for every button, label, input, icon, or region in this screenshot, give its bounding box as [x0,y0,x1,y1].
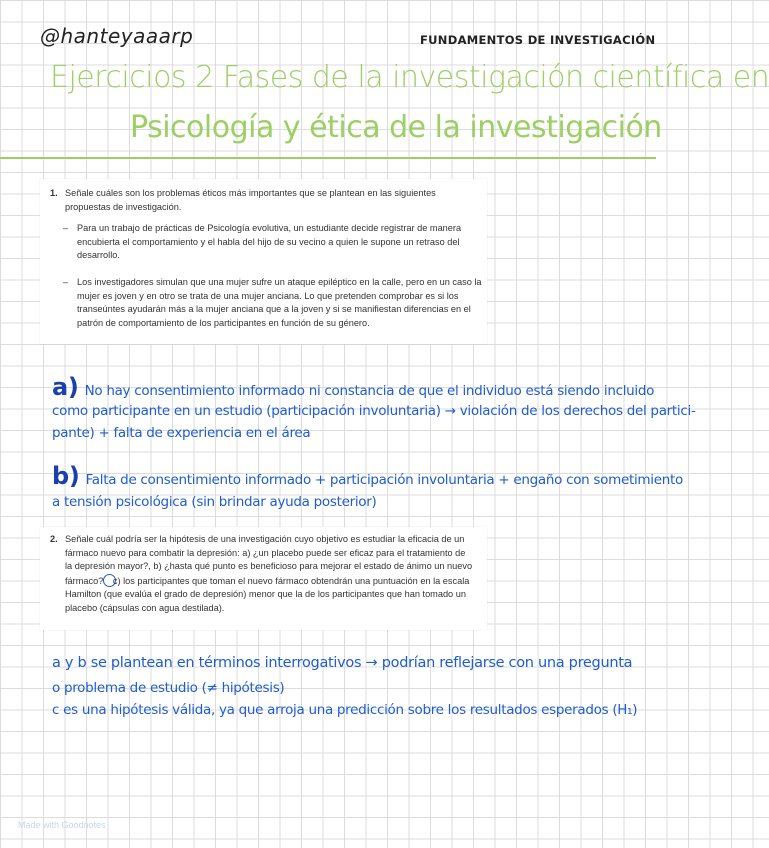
answer-1a-label: a) [52,373,79,401]
question-2-circled-label: c) [112,575,121,586]
page-title-line-2: Psicología y ética de la investigación [130,110,662,145]
question-1-bullet [65,276,495,330]
question-2-text-part: los participantes que toman el nuevo fármaco obtendrán una puntuación en la escala Hamilton (que evalúa el grado de depresión) menor que la de los participantes que han tomado un placebo (cápsulas con agua destilada). [65,575,470,613]
question-2-number: 2. [50,534,58,544]
answer-2-line: o problema de estudio (≠ hipótesis) [52,680,285,696]
page-title-line-1: Ejercicios 2 Fases de la investigación científica en [50,60,769,95]
answer-1a-line [52,373,654,401]
answer-1a-text: No hay consentimiento informado ni constancia de que el individuo está siendo incluido [84,383,655,399]
bullet-text: Los investigadores simulan que una mujer sufre un ataque epiléptico en la calle, pero en un caso la mujer es joven y en otro se trata de una mujer anciana. Lo que pretenden comprobar es si los transeúntes ayudarán más a la mujer anciana que a la joven y si se manifiestan diferencias en el patrón de comportamiento de los participantes en función de su género. [77,277,482,328]
answer-1b-line [52,462,683,490]
answer-2-line: a y b se plantean en términos interrogativos → podrían reflejarse con una pregunta [52,655,633,671]
answer-1a-line: como participante en un estudio (participación involuntaria) → violación de los derechos del partici- [52,403,696,419]
subject-heading: FUNDAMENTOS DE INVESTIGACIÓN [420,33,656,47]
answer-1a-line: pante) + falta de experiencia en el área [52,425,311,441]
answer-2-line: c es una hipótesis válida, ya que arroja una predicción sobre los resultados esperados (H₁) [52,702,638,718]
question-1-intro: Señale cuáles son los problemas éticos más importantes que se plantean en las siguientes propuestas de investigación. [65,188,436,212]
question-1-bullet [65,222,495,263]
answer-1b-label: b) [52,462,80,490]
author-handle: @hanteyaaarp [40,24,194,48]
bullet-dash: – [63,223,69,233]
question-2-text-part: Señale cuál podría ser la hipótesis de una investigación cuyo objetivo es estudiar la eficacia de un fármaco nuevo para combatir la depresión: a) ¿un placebo puede ser eficaz para el tratamiento de la depresión mayor?, b) ¿hasta qué punto es beneficioso para mejorar el estado de ánimo un nuevo fármaco? [65,534,473,586]
title-divider [0,157,656,159]
goodnotes-watermark: Made with Goodnotes [18,820,106,830]
bullet-dash: – [63,277,69,287]
question-1-box [40,179,487,344]
question-2-text [65,533,475,615]
answer-1b-line: a tensión psicológica (sin brindar ayuda posterior) [52,494,377,510]
answer-1b-text: Falta de consentimiento informado + participación involuntaria + engaño con sometimiento [85,472,683,488]
question-2-box [40,527,487,630]
question-1-number: 1. [50,188,58,198]
bullet-text: Para un trabajo de prácticas de Psicología evolutiva, un estudiante decide registrar de manera encubierta el comportamiento y el habla del hijo de su vecino a quien le supone un retraso del desarrollo. [77,223,462,260]
